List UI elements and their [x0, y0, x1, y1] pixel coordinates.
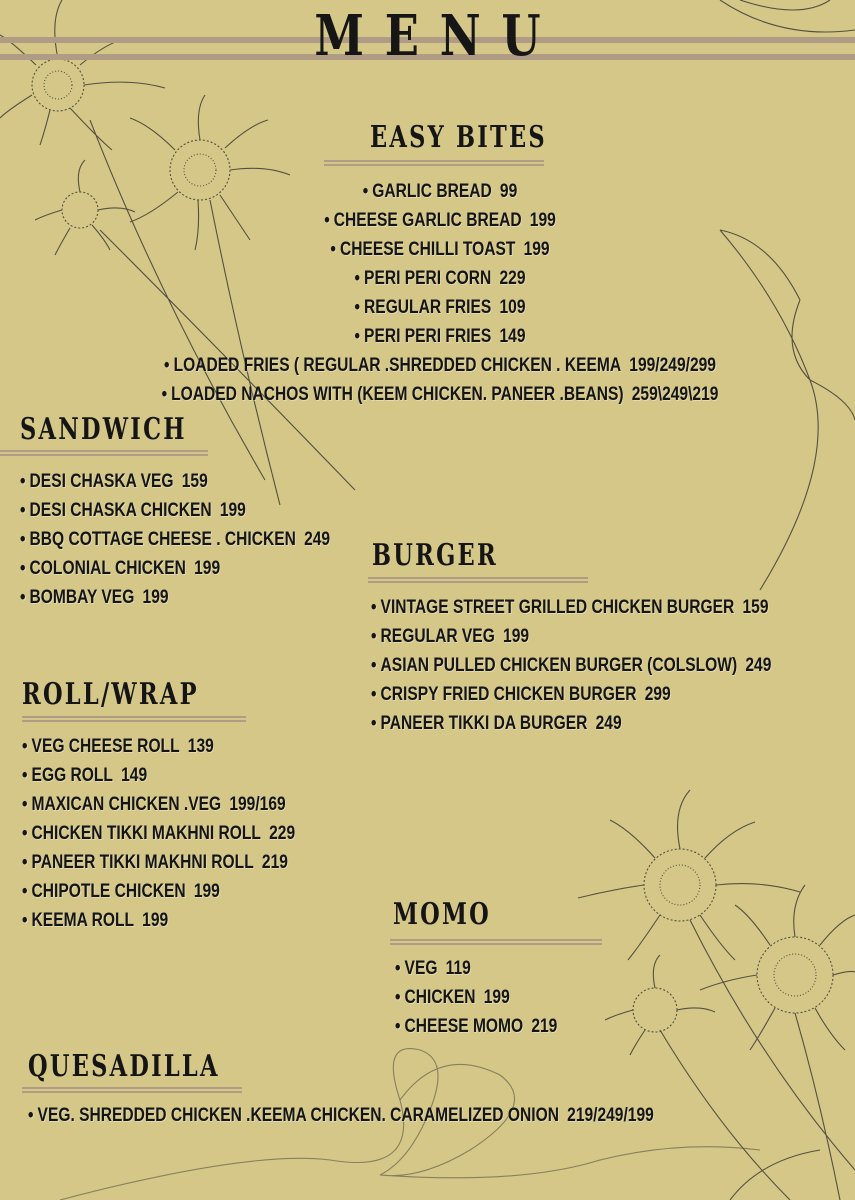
menu-item-price: 159 — [742, 597, 769, 618]
menu-item — [395, 954, 557, 983]
bullet-icon: • — [20, 529, 26, 550]
menu-item-price: 199 — [483, 987, 510, 1008]
menu-item — [79, 177, 801, 206]
easy-bites-list — [0, 177, 855, 409]
menu-item-name: DESI CHASKA VEG — [29, 471, 174, 492]
section-title-quesadilla: QUESADILLA — [28, 1049, 220, 1084]
menu-item — [79, 235, 801, 264]
bullet-icon: • — [395, 958, 401, 979]
menu-item-name: KEEMA ROLL — [31, 910, 134, 931]
menu-item — [79, 351, 801, 380]
menu-item — [395, 1012, 557, 1041]
menu-item-price: 249 — [304, 529, 331, 550]
menu-item — [371, 651, 771, 680]
bullet-icon: • — [20, 471, 26, 492]
bullet-icon: • — [354, 268, 360, 289]
section-title-easy-bites: EASY BITES — [370, 120, 547, 155]
section-title-burger: BURGER — [372, 538, 498, 573]
bullet-icon: • — [22, 794, 28, 815]
menu-item-price: 219 — [261, 852, 288, 873]
menu-item-name: DESI CHASKA CHICKEN — [29, 500, 212, 521]
menu-item-name: CHEESE GARLIC BREAD — [333, 210, 522, 231]
menu-item — [20, 525, 330, 554]
bullet-icon: • — [22, 823, 28, 844]
section-rule — [390, 939, 602, 945]
menu-item-price: 199 — [142, 587, 169, 608]
menu-item-price: 149 — [121, 765, 148, 786]
menu-item-price: 199 — [529, 210, 556, 231]
menu-item-price: 199/249/299 — [629, 355, 716, 376]
menu-title: MENU — [314, 3, 562, 69]
menu-item — [20, 467, 330, 496]
menu-item-price: 219/249/199 — [567, 1105, 654, 1126]
menu-item — [79, 264, 801, 293]
menu-item-price: 159 — [181, 471, 208, 492]
menu-item-name: CHICKEN TIKKI MAKHNI ROLL — [31, 823, 261, 844]
menu-item — [395, 983, 557, 1012]
menu-item-price: 199 — [194, 558, 221, 579]
bullet-icon: • — [354, 297, 360, 318]
bullet-icon: • — [395, 987, 401, 1008]
menu-item-price: 229 — [269, 823, 296, 844]
bullet-icon: • — [395, 1016, 401, 1037]
menu-item-name: CHEESE MOMO — [404, 1016, 524, 1037]
menu-item — [28, 1101, 654, 1130]
section-title-roll-wrap: ROLL/WRAP — [22, 677, 199, 712]
menu-item-name: EGG ROLL — [31, 765, 113, 786]
bullet-icon: • — [371, 684, 377, 705]
burger-list — [371, 593, 855, 738]
bullet-icon: • — [22, 881, 28, 902]
menu-item-name: PERI PERI FRIES — [364, 326, 492, 347]
menu-item-name: LOADED NACHOS WITH (KEEM CHICKEN. PANEER .BEANS) — [171, 384, 624, 405]
menu-item-price: 199 — [219, 500, 246, 521]
menu-item-name: BBQ COTTAGE CHEESE . CHICKEN — [29, 529, 296, 550]
menu-item-name: VEG CHEESE ROLL — [31, 736, 180, 757]
section-rule — [22, 1087, 242, 1093]
menu-item — [79, 293, 801, 322]
menu-item — [22, 790, 295, 819]
section-rule — [324, 160, 544, 166]
bullet-icon: • — [22, 736, 28, 757]
menu-item-name: ASIAN PULLED CHICKEN BURGER (COLSLOW) — [380, 655, 738, 676]
menu-item-price: 139 — [187, 736, 214, 757]
menu-item — [20, 496, 330, 525]
sandwich-list — [20, 467, 398, 612]
menu-item-price: 199 — [142, 910, 169, 931]
bullet-icon: • — [324, 210, 330, 231]
bullet-icon: • — [20, 558, 26, 579]
menu-item — [79, 380, 801, 409]
menu-item-name: BOMBAY VEG — [29, 587, 135, 608]
bullet-icon: • — [22, 852, 28, 873]
menu-item — [22, 877, 295, 906]
menu-item-price: 199 — [193, 881, 220, 902]
menu-item-name: CHICKEN — [404, 987, 476, 1008]
bullet-icon: • — [362, 181, 369, 202]
menu-item-price: 109 — [499, 297, 526, 318]
section-rule — [22, 716, 246, 722]
menu-item-price: 299 — [644, 684, 671, 705]
sunflower-icon — [578, 790, 800, 960]
menu-item — [371, 622, 771, 651]
menu-item-price: 259\249\219 — [631, 384, 719, 405]
menu-item-name: VINTAGE STREET GRILLED CHICKEN BURGER — [380, 597, 735, 618]
bullet-icon: • — [371, 713, 377, 734]
menu-item-name: LOADED FRIES ( REGULAR .SHREDDED CHICKEN . KEEMA — [173, 355, 622, 376]
bullet-icon: • — [330, 239, 336, 260]
bullet-icon: • — [371, 626, 377, 647]
roll-wrap-list — [22, 732, 355, 935]
menu-item — [371, 680, 771, 709]
menu-item — [79, 206, 801, 235]
menu-item-name: REGULAR VEG — [380, 626, 495, 647]
bullet-icon: • — [22, 765, 28, 786]
section-title-sandwich: SANDWICH — [20, 412, 187, 447]
bullet-icon: • — [371, 597, 377, 618]
menu-item-price: 149 — [499, 326, 526, 347]
menu-item — [20, 583, 330, 612]
section-title-momo: MOMO — [393, 897, 492, 932]
menu-item — [371, 709, 771, 738]
menu-item-name: PANEER TIKKI DA BURGER — [380, 713, 588, 734]
menu-item-name: PANEER TIKKI MAKHNI ROLL — [31, 852, 254, 873]
bullet-icon: • — [164, 355, 170, 376]
menu-item — [20, 554, 330, 583]
bullet-icon: • — [354, 326, 360, 347]
menu-item-name: GARLIC BREAD — [372, 181, 492, 202]
menu-item — [371, 593, 771, 622]
menu-item-name: VEG. SHREDDED CHICKEN .KEEMA CHICKEN. CARAMELIZED ONION — [37, 1105, 559, 1126]
menu-item-price: 199/169 — [229, 794, 286, 815]
menu-item — [79, 322, 801, 351]
momo-list — [395, 954, 593, 1041]
menu-item-name: MAXICAN CHICKEN .VEG — [31, 794, 222, 815]
flower-stem — [660, 920, 855, 1200]
menu-item — [22, 761, 295, 790]
bullet-icon: • — [161, 384, 168, 405]
bullet-icon: • — [371, 655, 377, 676]
menu-item — [22, 819, 295, 848]
menu-item-name: REGULAR FRIES — [364, 297, 492, 318]
sunflower-icon — [605, 955, 715, 1055]
menu-item-price: 199 — [523, 239, 550, 260]
menu-item-name: CRISPY FRIED CHICKEN BURGER — [380, 684, 637, 705]
menu-item-price: 199 — [503, 626, 530, 647]
menu-item-price: 249 — [595, 713, 622, 734]
menu-item-price: 99 — [499, 181, 518, 202]
menu-item-name: COLONIAL CHICKEN — [29, 558, 186, 579]
menu-item-name: CHEESE CHILLI TOAST — [339, 239, 516, 260]
menu-item-price: 119 — [445, 958, 471, 979]
menu-item — [22, 732, 295, 761]
bullet-icon: • — [28, 1105, 34, 1126]
menu-item-price: 219 — [531, 1016, 558, 1037]
bullet-icon: • — [22, 910, 28, 931]
section-rule — [368, 577, 588, 583]
menu-item — [22, 906, 295, 935]
menu-item-name: PERI PERI CORN — [364, 268, 492, 289]
section-rule — [0, 450, 208, 456]
quesadilla-list — [28, 1101, 791, 1130]
bullet-icon: • — [20, 587, 26, 608]
sunflower-icon — [700, 885, 855, 1050]
bullet-icon: • — [20, 500, 26, 521]
menu-item-price: 249 — [745, 655, 772, 676]
menu-item-name: VEG — [404, 958, 438, 979]
menu-item-name: CHIPOTLE CHICKEN — [31, 881, 186, 902]
menu-item-price: 229 — [499, 268, 526, 289]
menu-item — [22, 848, 295, 877]
